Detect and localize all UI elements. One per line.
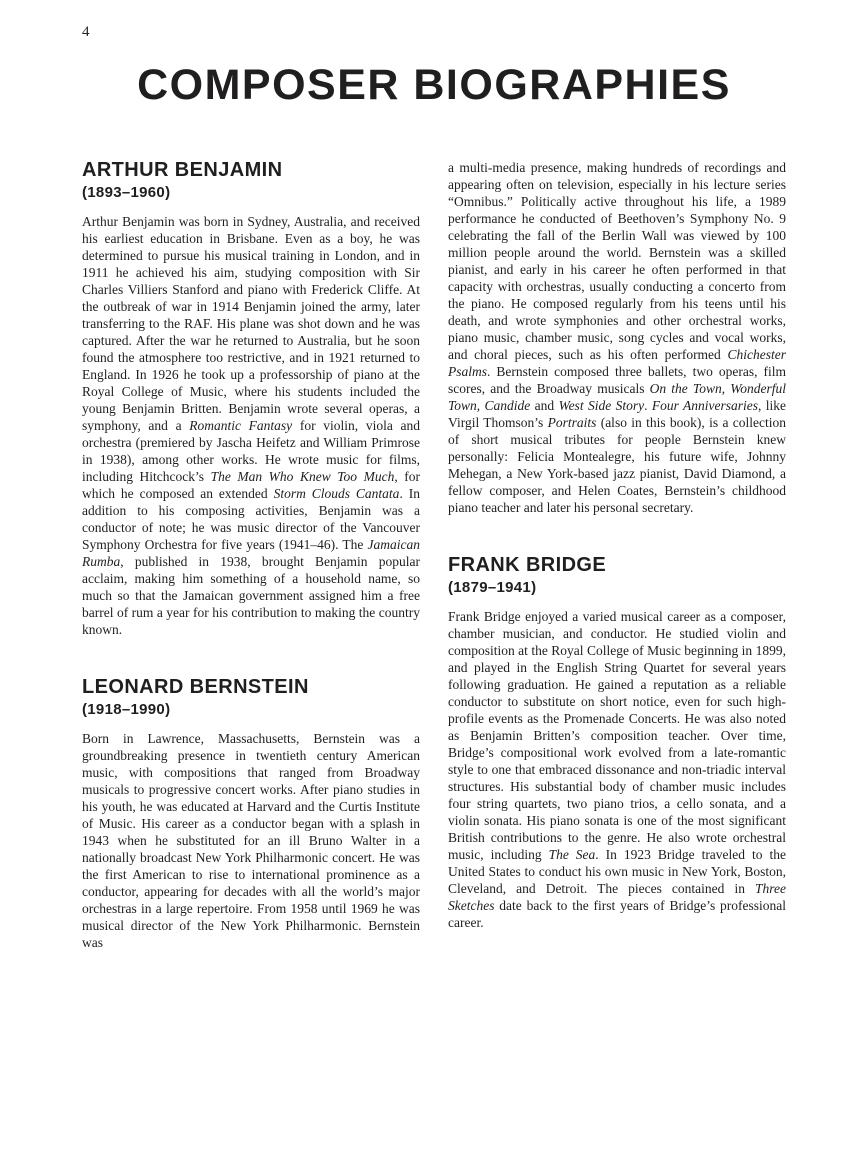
work-title-italic: On the Town [649,381,722,397]
composer-dates: (1918–1990) [82,701,171,719]
text-run: Born in Lawrence, Massachusetts, Bernstein was a groundbreaking presence in twentieth century American music, with compositions that ranged from Broadway musicals to progressive concert works. After piano studies in his youth, he was educated at Harvard and the Curtis Institute of Music. His career as a conductor began with a splash in 1943 when he substituted for an ill Bruno Walter in a nationally broadcast New York Philharmonic concert. He was the first American to rise to international prominence as a conductor, appearing for decades with all the world’s major orchestras in a large repertoire. From 1958 until 1969 he was musical director of the New York Philharmonic. Bernstein was [82,731,420,951]
composer-name: ARTHUR BENJAMIN [82,159,283,182]
text-run: , published in 1938, brought Benjamin popular acclaim, making him something of a household name, so much so that the Jamaican government assigned him a free barrel of rum a year for his contribution to making the country known. [82,554,420,638]
work-title-italic: Three Sketches [448,881,786,914]
composer-name: LEONARD BERNSTEIN [82,676,309,699]
right-column [448,159,786,931]
text-run: date back to the first years of Bridge’s professional career. [448,898,786,931]
biography-paragraph [82,730,420,951]
biography-paragraph [448,159,786,516]
work-title-italic: West Side Story [558,398,645,414]
left-column [82,159,420,951]
page-number: 4 [82,24,90,40]
two-column-layout [82,159,786,951]
work-title-italic: Romantic Fantasy [189,418,293,434]
section-heading [448,554,786,596]
work-title-italic: Wonderful Town [448,381,787,414]
text-run: Frank Bridge enjoyed a varied musical career as a composer, chamber musician, and conductor. He studied violin and composition at the Royal College of Music beginning in 1899, and played in the English String Quartet for several years following graduation. He gained a reputation as a reliable conductor to substitute on short notice, even for such high-profile events as the Promenade Concerts. He was also noted as Benjamin Britten’s composition teacher. Over time, Bridge’s compositional work evolved from a late-romantic style to one that embraced dissonance and non-triadic interval structures. His substantial body of chamber music includes four string quartets, two piano trios, a cello sonata, and a violin sonata. His piano sonata is one of the most significant British contributions to the genre. He also wrote orchestral music, including [448,609,786,863]
text-run: . In addition to his composing activities, Benjamin was a conductor of note; he was music director of the Vancouver Symphony Orchestra for five years (1941–46). The [82,486,420,553]
page-title: COMPOSER BIOGRAPHIES [137,61,731,109]
text-run: , [721,381,731,397]
work-title-italic: The Man Who Knew Too Much [210,469,395,485]
composer-name: FRANK BRIDGE [448,554,607,577]
work-title-italic: Chichester Psalms [448,347,786,380]
text-run: and [530,398,559,414]
work-title-italic: Four Anniversaries [651,398,758,414]
text-run: a multi-media presence, making hundreds of recordings and appearing often on television, especially in his lecture series “Omnibus.” Politically active throughout his life, a 1989 performance he conducted of Beethoven’s Symphony No. 9 celebrating the fall of the Berlin Wall was viewed by 100 million people around the world. Bernstein was a skilled pianist, and early in his career he often performed in that capacity with orchestras, usually conducting a concerto from the piano. He composed regularly from his teens until his death, and wrote symphonies and other orchestral works, piano music, chamber music, song cycles and vocal works, and choral pieces, such as his often performed [448,160,786,363]
text-run: for violin, viola and orchestra (premiered by Jascha Heifetz and William Primrose in 1938), among other works. He wrote music for films, including Hitchcock’s [82,418,420,485]
work-title-italic: Candide [484,398,531,414]
composer-dates: (1879–1941) [448,579,537,597]
text-run: , like Virgil Thomson’s [448,398,786,431]
text-run: , for which he composed an extended [82,469,420,502]
text-run: (also in this book), is a collection of short musical tributes for people Bernstein knew personally: Felicia Montealegre, his future wife, Johnny Mehegan, a New York-based jazz pianist, David Diamond, a fellow composer, and Helen Coates, Bernstein’s childhood piano teacher and later his personal secretary. [448,415,786,516]
section-heading [82,159,420,201]
text-run: , [476,398,485,414]
text-run: . In 1923 Bridge traveled to the United States to conduct his own music in New York, Boston, Cleveland, and Detroit. The pieces contained in [448,847,786,897]
text-run: . [644,398,652,414]
work-title-italic: Jamaican Rumba [82,537,420,570]
work-title-italic: Portraits [547,415,597,431]
work-title-italic: Storm Clouds Cantata [273,486,400,502]
composer-dates: (1893–1960) [82,184,171,202]
biography-paragraph [82,213,420,638]
text-run: Arthur Benjamin was born in Sydney, Australia, and received his earliest education in Brisbane. Even as a boy, he was determined to pursue his musical training in London, and in 1911 he achieved his aim, studying composition with Sir Charles Villiers Stanford and piano with Frederick Cliffe. At the outbreak of war in 1914 Benjamin joined the army, later transferring to the RAF. His plane was shot down and he was captured. After the war he returned to Australia, but he soon found the atmosphere too restrictive, and in 1921 returned to England. In 1926 he took up a professorship of piano at the Royal College of Music, where his students included the young Benjamin Britten. Benjamin wrote several operas, a symphony, and a [82,214,420,434]
section-heading [82,676,420,718]
biography-paragraph [448,608,786,931]
text-run: . Bernstein composed three ballets, two operas, film scores, and the Broadway musicals [448,364,786,397]
work-title-italic: The Sea [548,847,596,863]
